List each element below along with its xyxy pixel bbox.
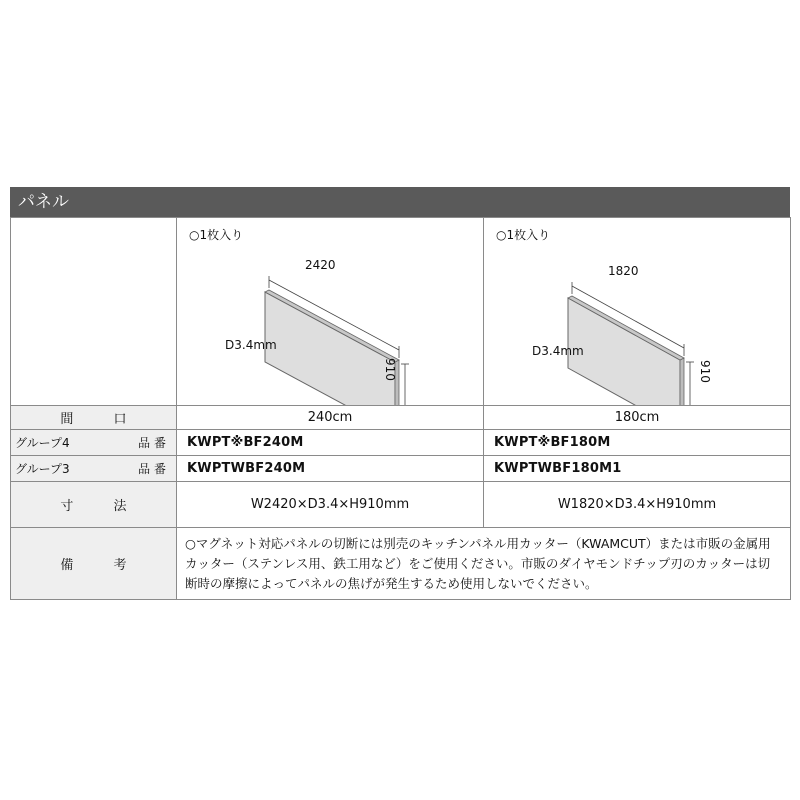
section-title: パネル bbox=[10, 187, 790, 217]
group4-code-180: KWPT※BF180M bbox=[484, 430, 791, 456]
image-row bbox=[11, 218, 791, 406]
opening-row bbox=[11, 406, 791, 430]
product-image-240 bbox=[177, 218, 484, 406]
length-dimension: 2420 bbox=[305, 258, 336, 272]
panel-drawing-180 bbox=[484, 218, 791, 405]
remarks-label: 備 考 bbox=[11, 528, 177, 600]
depth-dimension: D3.4mm bbox=[225, 338, 277, 352]
group3-row bbox=[11, 456, 791, 482]
panel-drawing-240 bbox=[177, 218, 484, 405]
group4-label: グループ4 品 番 bbox=[11, 430, 177, 456]
quantity-note: ○1枚入り bbox=[189, 228, 244, 242]
group4-code-240: KWPT※BF240M bbox=[177, 430, 484, 456]
size-label: 寸 法 bbox=[11, 482, 177, 528]
opening-180: 180cm bbox=[484, 406, 791, 430]
size-180: W1820×D3.4×H910mm bbox=[484, 482, 791, 528]
height-dimension: 910 bbox=[383, 358, 397, 381]
opening-label: 間 口 bbox=[11, 406, 177, 430]
opening-240: 240cm bbox=[177, 406, 484, 430]
length-dimension: 1820 bbox=[608, 264, 639, 278]
quantity-note: ○1枚入り bbox=[496, 228, 551, 242]
remarks-row bbox=[11, 528, 791, 600]
product-image-180 bbox=[484, 218, 791, 406]
image-label-cell bbox=[11, 218, 177, 406]
panel-spec-sheet bbox=[10, 187, 790, 600]
height-dimension: 910 bbox=[698, 360, 712, 383]
remarks-text: ○マグネット対応パネルの切断には別売のキッチンパネル用カッター（KWAMCUT）または市販の金属用カッター（ステンレス用、鉄工用など）をご使用ください。市販のダイヤモンドチップ刃のカッターは切断時の摩擦によってパネルの焦げが発生するため使用しないでください。 bbox=[177, 528, 791, 600]
group4-row bbox=[11, 430, 791, 456]
panel-front-face bbox=[568, 298, 680, 405]
size-240: W2420×D3.4×H910mm bbox=[177, 482, 484, 528]
group3-label: グループ3 品 番 bbox=[11, 456, 177, 482]
size-row bbox=[11, 482, 791, 528]
group3-code-180: KWPTWBF180M1 bbox=[484, 456, 791, 482]
panel-edge bbox=[680, 358, 684, 405]
group3-code-240: KWPTWBF240M bbox=[177, 456, 484, 482]
depth-dimension: D3.4mm bbox=[532, 344, 584, 358]
spec-table bbox=[10, 217, 791, 600]
